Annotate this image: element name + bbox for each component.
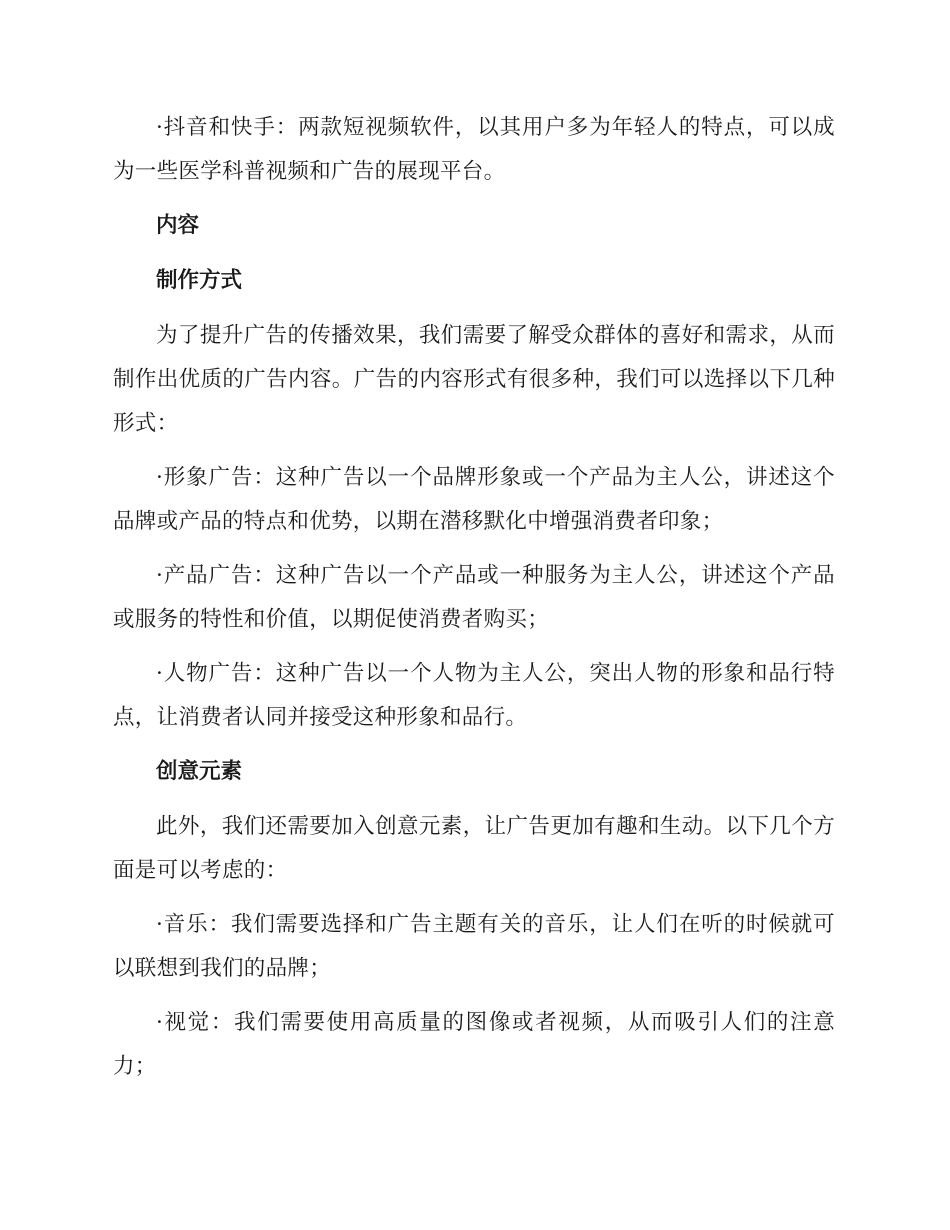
bullet-item-person-ad	[113, 652, 835, 740]
subsection-heading-production: 制作方式	[156, 268, 243, 293]
bullet-text: 人物广告：这种广告以一个人物为主人公，突出人物的形象和品行特点，让消费者认同并接受这种形象和品行。	[113, 661, 835, 730]
bullet-text: 音乐：我们需要选择和广告主题有关的音乐，让人们在听的时候就可以联想到我们的品牌；	[113, 912, 835, 981]
bullet-marker: ·	[156, 465, 164, 490]
section-heading-content: 内容	[156, 213, 200, 238]
bullet-marker: ·	[156, 115, 164, 140]
bullet-text: 形象广告：这种广告以一个品牌形象或一个产品为主人公，讲述这个品牌或产品的特点和优势，以期在潜移默化中增强消费者印象；	[113, 465, 835, 534]
bullet-item-image-ad	[113, 456, 835, 544]
bullet-marker: ·	[156, 563, 164, 588]
subsection-heading-creative: 创意元素	[156, 759, 243, 784]
bullet-marker: ·	[156, 912, 164, 937]
bullet-text: 抖音和快手：两款短视频软件，以其用户多为年轻人的特点，可以成为一些医学科普视频和广告的展现平台。	[113, 115, 835, 184]
bullet-item-douyin-kuaishou	[113, 106, 835, 194]
bullet-marker: ·	[156, 1010, 164, 1035]
paragraph-creative-intro: 此外，我们还需要加入创意元素，让广告更加有趣和生动。以下几个方面是可以考虑的：	[113, 814, 835, 883]
bullet-item-product-ad	[113, 554, 835, 642]
bullet-item-visual	[113, 1001, 835, 1089]
bullet-text: 视觉：我们需要使用高质量的图像或者视频，从而吸引人们的注意力；	[113, 1010, 835, 1079]
paragraph-production-intro: 为了提升广告的传播效果，我们需要了解受众群体的喜好和需求，从而制作出优质的广告内容。广告的内容形式有很多种，我们可以选择以下几种形式：	[113, 323, 835, 436]
document-body	[113, 106, 835, 1099]
bullet-text: 产品广告：这种广告以一个产品或一种服务为主人公，讲述这个产品或服务的特性和价值，以期促使消费者购买；	[113, 563, 835, 632]
bullet-marker: ·	[156, 661, 164, 686]
bullet-item-music	[113, 903, 835, 991]
